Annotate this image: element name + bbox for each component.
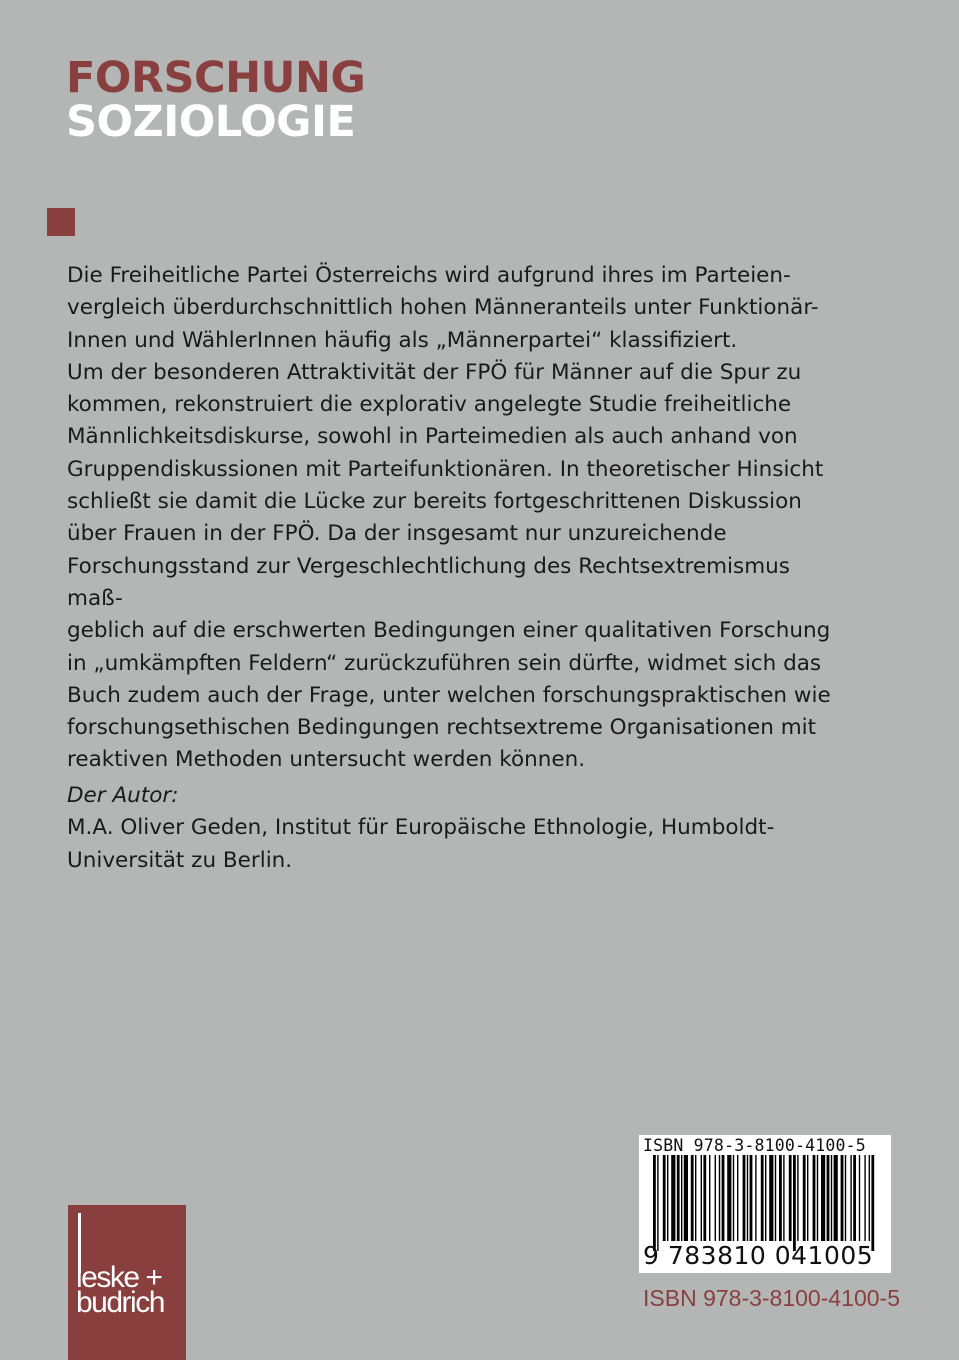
barcode-bar — [684, 1155, 688, 1241]
barcode-bar — [779, 1155, 782, 1241]
barcode-bar — [803, 1155, 806, 1241]
barcode-isbn-label: ISBN 978-3-8100-4100-5 — [643, 1136, 866, 1155]
barcode-bar — [677, 1155, 680, 1241]
barcode-bar — [769, 1155, 773, 1241]
barcode-bar — [703, 1155, 706, 1241]
barcode-bar — [701, 1155, 702, 1241]
isbn-text: ISBN 978-3-8100-4100-5 — [643, 1285, 900, 1311]
author-heading: Der Autor: — [67, 783, 179, 808]
barcode-digits: 9 783810 041005 — [643, 1241, 874, 1270]
barcode-bar — [761, 1155, 764, 1241]
barcode-bar — [663, 1155, 666, 1241]
barcode — [639, 1135, 891, 1273]
barcode-bar — [722, 1155, 725, 1241]
barcode-bar — [737, 1155, 738, 1241]
barcode-bar — [743, 1155, 746, 1241]
barcode-bar — [715, 1155, 716, 1241]
barcode-bar — [793, 1155, 796, 1251]
blurb — [67, 260, 847, 777]
barcode-bar — [859, 1155, 860, 1241]
barcode-bar — [807, 1155, 808, 1241]
barcode-bar — [775, 1155, 776, 1241]
barcode-bar — [765, 1155, 766, 1241]
barcode-bar — [821, 1155, 825, 1241]
barcode-bar — [827, 1155, 830, 1241]
blurb-text: Die Freiheitliche Partei Österreichs wird aufgrund ihres im Parteien- vergleich überdurchschnittlich hohen Männeranteils unter Funktionär- Innen und WählerInnen häufig als „Männerpartei“ klassifiziert. Um der besonderen Attraktivität der FPÖ für Männer auf die Spur zu kommen, rekonstruiert die explorativ angelegte Studie freiheitliche Männlichkeitsdiskurse, sowohl in Parteimedien als auch anhand von Gruppendiskussionen mit Parteifunktionären. In theoretischer Hinsicht schließt sie damit die Lücke zur bereits fortgeschrittenen Diskussion über Frauen in der FPÖ. Da der insgesamt nur unzureichende Forschungsstand zur Vergeschlechtlichung des Rechtsextremismus maß- geblich auf die erschwerten Bedingungen einer qualitativen Forschung in „umkämpften Feldern“ zurückzuführen sein dürfte, widmet sich das Buch zudem auch der Frage, unter welchen forschungspraktischen wie forschungsethischen Bedingungen rechtsextreme Organisationen mit reaktiven Methoden untersucht werden können. — [67, 263, 831, 773]
barcode-bar — [653, 1155, 656, 1251]
barcode-bar — [750, 1155, 753, 1241]
publisher-logo-line1: leske + — [76, 1261, 162, 1294]
barcode-bar — [695, 1155, 696, 1241]
barcode-bar — [719, 1155, 720, 1241]
barcode-bar — [869, 1155, 870, 1241]
series-title — [66, 53, 366, 147]
author-text: M.A. Oliver Geden, Institut für Europäische Ethnologie, Humboldt- Universität zu Berlin. — [67, 815, 775, 873]
barcode-bar — [747, 1155, 748, 1241]
barcode-bar — [845, 1155, 846, 1241]
barcode-bar — [789, 1155, 792, 1241]
barcode-bar — [709, 1155, 710, 1241]
author-section — [67, 780, 847, 877]
barcode-bar — [671, 1155, 675, 1241]
barcode-bar — [755, 1155, 756, 1241]
barcode-bar — [834, 1155, 838, 1241]
barcode-bar — [657, 1155, 658, 1251]
publisher-logo — [68, 1205, 186, 1360]
barcode-bar — [797, 1155, 798, 1241]
barcode-bar — [813, 1155, 816, 1241]
barcode-bar — [783, 1155, 784, 1241]
barcode-bar — [691, 1155, 694, 1241]
barcode-bar — [727, 1155, 731, 1241]
barcode-bar — [841, 1155, 844, 1241]
barcode-bar — [871, 1155, 874, 1251]
barcode-bar — [733, 1155, 734, 1241]
publisher-logo-line2: budrich — [76, 1286, 164, 1319]
barcode-bar — [831, 1155, 832, 1241]
decorative-square — [47, 208, 75, 236]
barcode-bar — [864, 1155, 865, 1241]
barcode-bar — [817, 1155, 818, 1241]
series-title-line2: SOZIOLOGIE — [66, 97, 356, 147]
barcode-bar — [681, 1155, 682, 1241]
barcode-bar — [667, 1155, 668, 1241]
series-title-line1: FORSCHUNG — [66, 53, 366, 103]
barcode-bar — [850, 1155, 851, 1241]
barcode-bar — [853, 1155, 856, 1241]
